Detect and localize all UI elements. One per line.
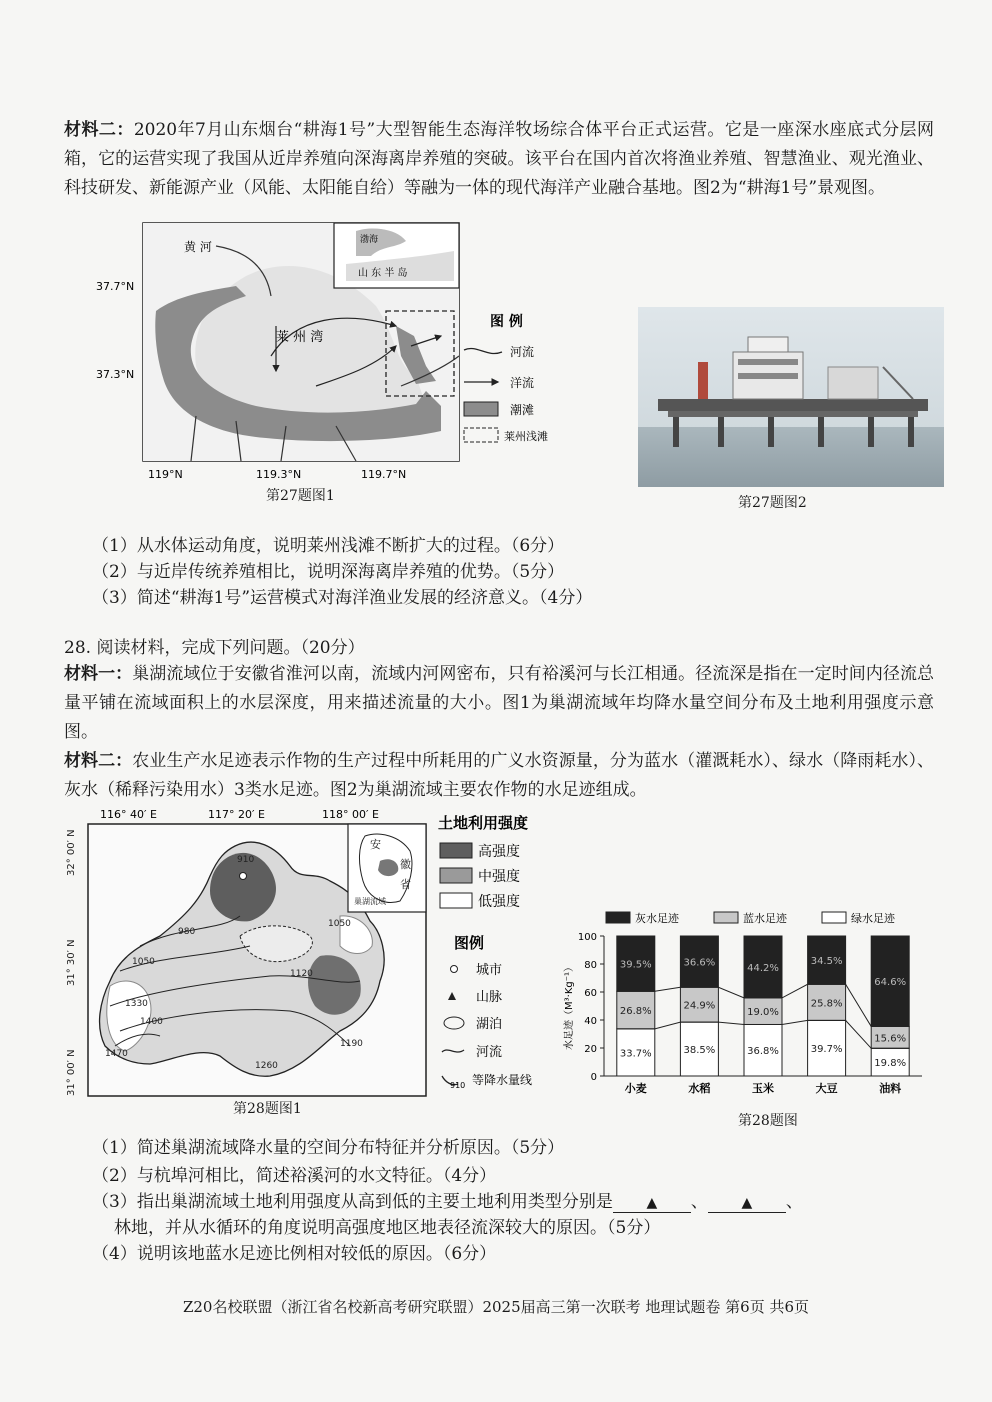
isoline-label: 1190 [340,1039,363,1049]
shoal-legend-icon [464,428,498,442]
fig28-1-caption: 第28题图1 [233,1101,302,1117]
tidalflat-legend-icon [464,402,498,416]
bay-label: 莱 州 湾 [276,330,324,345]
legend-label: 灰水足迹 [635,912,679,925]
data-label: 19.8% [874,1058,907,1070]
y-tick-label: 100 [577,932,597,943]
data-label: 33.7% [619,1048,652,1060]
inset-label: 安 [370,838,381,851]
data-label: 39.5% [619,959,652,971]
isoline-label: 1120 [290,969,313,979]
isoline-label: 910 [237,855,255,865]
legend-swatch [714,912,738,923]
data-label: 36.8% [747,1046,779,1058]
lat-label-2: 37.3°N [96,368,135,381]
legend-title: 图 例 [490,314,523,330]
mid-intensity-swatch [440,868,472,883]
inset-land-label: 山 东 半 岛 [358,268,408,279]
legend-isohyet: 等降水量线 [472,1073,533,1087]
high-intensity-swatch [440,843,472,858]
lat-label-1: 37.7°N [96,280,135,293]
q28-3-end: 、 [785,1192,803,1212]
legend-city: 城市 [476,963,503,978]
data-label: 39.7% [810,1044,843,1056]
category-label: 大豆 [815,1082,838,1095]
legend-title: 图例 [454,934,485,952]
data-label: 19.0% [747,1007,779,1019]
material-text: 2020年7月山东烟台“耕海1号”大型智能生态海洋牧场综合体平台正式运营。它是一座深水座底式分层网箱，它的运营实现了我国从近岸养殖向深海离岸养殖的突破。该平台在国内首次将渔业养殖、智慧渔业、观光渔业、科技研发、新能源产业（风能、太阳能自给）等融为一体的现代海洋产业融合基地。图2为“耕海1号”景观图。 [64,120,934,198]
data-label: 25.8% [810,998,843,1010]
q28-material1 [64,660,934,747]
material-text: 农业生产水足迹表示作物的生产过程中所耗用的广义水资源量，分为蓝水（灌溉耗水）、绿水（降雨耗水）、灰水（稀释污染用水）3类水足迹。图2为巢湖流域主要农作物的水足迹组成。 [64,751,935,800]
data-label: 24.9% [683,1000,716,1012]
q27-material2 [64,116,934,203]
water-footprint-chart [560,906,930,1106]
y-tick-label: 40 [584,1016,597,1027]
legend-current: 洋流 [510,376,535,390]
lat-label-2: 31° 30′ N [66,939,77,986]
mountain-legend-icon [448,992,456,1000]
landuse-mid: 中强度 [478,869,520,885]
laizhou-bay-map [96,216,496,486]
q28-2: （2）与杭埠河相比，简述裕溪河的水文特征。（4分） [92,1166,497,1186]
isoline-label: 1260 [255,1061,278,1071]
landuse-low: 低强度 [478,894,520,910]
data-label: 64.6% [874,977,907,989]
legend-river: 河流 [476,1045,503,1060]
city-legend-icon [451,966,458,973]
q28-1: （1）简述巢湖流域降水量的空间分布特征并分析原因。（5分） [92,1138,565,1158]
material-label: 材料二： [64,751,133,771]
lon-label-3: 118° 00′ E [322,808,379,821]
isoline-label: 1330 [125,999,148,1009]
lat-label-1: 32° 00′ N [66,829,77,876]
data-label: 38.5% [683,1045,716,1057]
lat-label-3: 31° 00′ N [66,1049,77,1096]
category-label: 油料 [879,1082,902,1095]
data-label: 44.2% [747,962,779,974]
legend-mountain: 山脉 [476,990,503,1005]
legend-tidalflat: 潮滩 [510,403,535,417]
answer-blank-2[interactable]: ▲ [708,1194,786,1213]
category-label: 玉米 [752,1082,774,1095]
isoline-label: 980 [178,927,196,937]
data-label: 36.6% [683,957,716,969]
lon-label-1: 116° 40′ E [100,808,157,821]
legend-label: 绿水足迹 [851,912,895,925]
landuse-title: 土地利用强度 [438,814,529,832]
isoline-label: 1400 [140,1017,163,1027]
river-label: 黄 河 [184,240,212,254]
q27-1: （1）从水体运动角度，说明莱州浅滩不断扩大的过程。（6分） [92,536,565,556]
legend-shoal: 莱州浅滩 [504,430,548,443]
inset-label: 巢湖流域 [354,897,386,906]
y-tick-label: 80 [584,960,597,971]
data-label: 15.6% [874,1033,907,1045]
legend-swatch [822,912,846,923]
y-tick-label: 60 [584,988,597,999]
q28-3-text: （3）指出巢湖流域土地利用强度从高到低的主要土地利用类型分别是 [92,1192,613,1212]
chaohu-basin-map [60,806,440,1106]
lon-label-1: 119°N [148,468,183,481]
data-label: 26.8% [619,1006,652,1018]
q28-4: （4）说明该地蓝水足迹比例相对较低的原因。（6分） [92,1244,497,1264]
q28-material2 [64,747,934,805]
legend-label: 蓝水足迹 [743,912,787,925]
q28-title: 28. 阅读材料，完成下列问题。（20分） [64,638,365,658]
inset-sea-label: 渤海 [360,235,379,245]
data-label: 34.5% [810,956,843,968]
q27-2: （2）与近岸传统养殖相比，说明深海离岸养殖的优势。（5分） [92,562,565,582]
material-label: 材料二： [64,120,134,140]
q28-3-sep: 、 [690,1192,708,1212]
isoline-label: 1470 [105,1049,128,1059]
city-icon [240,873,247,880]
lake-legend-icon [444,1017,464,1029]
y-tick-label: 0 [590,1072,597,1083]
low-intensity-swatch [440,893,472,908]
fig27-1-caption: 第27题图1 [266,488,335,504]
lon-label-2: 119.3°N [256,468,302,481]
answer-blank-1[interactable]: ▲ [613,1194,691,1213]
legend-river: 河流 [510,345,535,359]
lon-label-3: 119.7°N [361,468,407,481]
isoline-label: 1050 [328,919,351,929]
isoline-label: 1050 [132,957,155,967]
river-legend-icon [464,348,502,353]
genghai-platform-photo [638,307,944,487]
inset-label: 徽 [400,858,411,871]
lon-label-2: 117° 20′ E [208,808,265,821]
material-label: 材料一： [64,664,133,684]
q28-3 [92,1188,803,1216]
y-axis-label: 水足迹（M³·Kg⁻¹） [564,961,575,1051]
legend-swatch [606,912,630,923]
q27-3: （3）简述“耕海1号”运营模式对海洋渔业发展的经济意义。（4分） [92,588,593,608]
q28-3-line2: 林地，并从水循环的角度说明高强度地区地表径流深较大的原因。（5分） [114,1218,661,1238]
river-legend-icon [442,1050,464,1052]
category-label: 水稻 [688,1082,711,1095]
category-label: 小麦 [624,1082,647,1095]
isoline-sample: 910 [450,1081,466,1090]
chaohu-legend [436,808,556,1098]
page-footer: Z20名校联盟（浙江省名校新高考研究联盟）2025届高三第一次联考 地理试题卷 第6页 共6页 [182,1298,810,1316]
laizhou-legend [462,310,552,450]
fig27-2-caption: 第27题图2 [738,495,807,511]
material-text: 巢湖流域位于安徽省淮河以南，流域内河网密布，只有裕溪河与长江相通。径流深是指在一定时间内径流总量平铺在流域面积上的水层深度，用来描述流量的大小。图1为巢湖流域年均降水量空间分布及土地利用强度示意图。 [64,664,935,742]
y-tick-label: 20 [584,1044,597,1055]
landuse-high: 高强度 [478,844,520,860]
inset-label: 省 [400,878,411,891]
legend-lake: 湖泊 [476,1017,503,1032]
fig28-2-caption: 第28题图 [738,1113,798,1129]
